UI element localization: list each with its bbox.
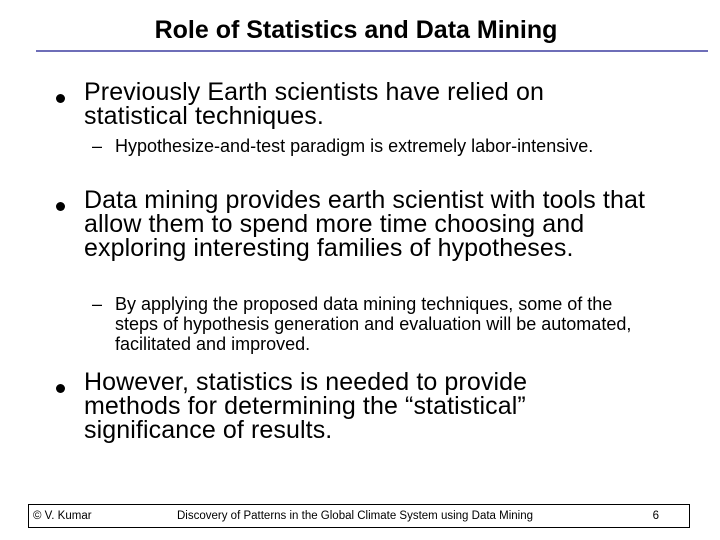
- bullet-1-sub-text: Hypothesize-and-test paradigm is extremely labor-intensive.: [115, 136, 594, 156]
- bullet-dot-icon: [56, 384, 65, 393]
- bullet-3-text: However, statistics is needed to provide methods for determining the “statistical” significance of results.: [84, 368, 528, 444]
- bullet-1-text: Previously Earth scientists have relied on statistical techniques.: [84, 78, 544, 130]
- sub-bullet-dash: –: [92, 136, 103, 156]
- bullet-2-text: Data mining provides earth scientist with tools that allow them to spend more time choosing and exploring interesting families of hypotheses.: [84, 186, 646, 262]
- slide-title: Role of Statistics and Data Mining: [154, 16, 558, 44]
- bullet-dot-icon: [56, 94, 65, 103]
- footer-page-number: 6: [652, 510, 659, 522]
- title-divider: [36, 50, 708, 52]
- bullet-2-sub-text: By applying the proposed data mining techniques, some of the steps of hypothesis generation and evaluation will be automated, facilitated and improved.: [115, 294, 632, 354]
- bullet-dot-icon: [56, 202, 65, 211]
- sub-bullet-dash: –: [92, 294, 103, 314]
- footer-caption: Discovery of Patterns in the Global Climate System using Data Mining: [177, 510, 534, 522]
- slide-footer: [28, 504, 690, 528]
- footer-author: © V. Kumar: [33, 510, 92, 522]
